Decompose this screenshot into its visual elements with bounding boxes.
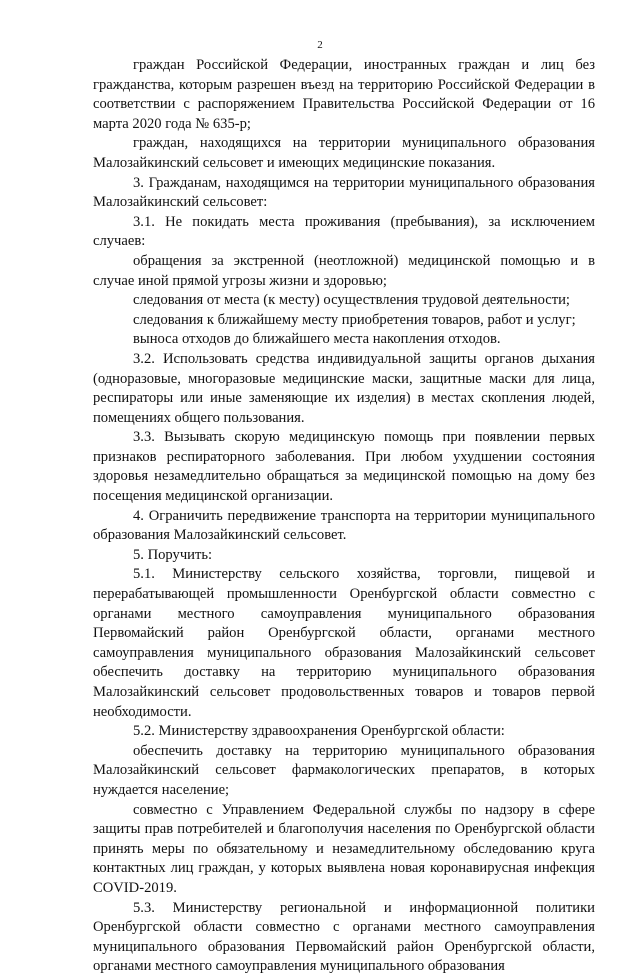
- paragraph-foreign-citizens: граждан Российской Федерации, иностранных граждан и лиц без гражданства, которым разрешен въезд на территорию Российской Федерации в соответствии с распоряжением Правительства Российской Федерации от 16 марта 2020 года № 635-р;: [93, 57, 595, 132]
- document-body: [93, 56, 595, 977]
- paragraph-section-3-1: 3.1. Не покидать места проживания (пребывания), за исключением случаев:: [93, 213, 595, 250]
- paragraph-section-5-1: 5.1. Министерству сельского хозяйства, торговли, пищевой и перерабатывающей промышленности Оренбургской области совместно с органами местного самоуправления муниципального образования Первомайский район Оренбургской области, органами местного самоуправления муниципального образования Малозайкинский сельсовет обеспечить доставку на территорию муниципального образования Малозайкинский сельсовет продовольственных товаров и товаров первой необходимости.: [93, 566, 595, 720]
- paragraph-section-3-2: 3.2. Использовать средства индивидуальной защиты органов дыхания (одноразовые, многоразовые медицинские маски, защитные маски для лица, респираторы или иные заменяющие их изделия) в местах скопления людей, помещениях общего пользования.: [93, 350, 595, 426]
- paragraph-contact-tracing: совместно с Управлением Федеральной службы по надзору в сфере защиты прав потребителей и благополучия населения по Оренбургской области принять меры по обязательному и незамедлительному обследованию круга контактных лиц граждан, у которых выявлена новая коронавирусная инфекция COVID-2019.: [93, 801, 595, 896]
- paragraph-emergency-care: обращения за экстренной (неотложной) медицинской помощью и в случае иной прямой угрозы жизни и здоровью;: [93, 252, 595, 289]
- paragraph-section-4: 4. Ограничить передвижение транспорта на территории муниципального образования Малозайкинский сельсовет.: [93, 507, 595, 544]
- paragraph-section-5-3: 5.3. Министерству региональной и информационной политики Оренбургской области совместно с органами местного самоуправления муниципального образования Первомайский район Оренбургской области, органами местного самоуправления муниципального образования: [93, 899, 595, 975]
- paragraph-work-travel: следования от места (к месту) осуществления трудовой деятельности;: [133, 292, 570, 309]
- paragraph-section-5: 5. Поручить:: [133, 546, 213, 563]
- paragraph-section-3: 3. Гражданам, находящимся на территории муниципального образования Малозайкинский сельсовет:: [93, 174, 595, 211]
- paragraph-medical-indications: граждан, находящихся на территории муниципального образования Малозайкинский сельсовет и имеющих медицинские показания.: [93, 135, 595, 171]
- paragraph-shopping: следования к ближайшему месту приобретения товаров, работ и услуг;: [133, 311, 576, 328]
- paragraph-waste: выноса отходов до ближайшего места накопления отходов.: [133, 331, 501, 348]
- page-number: 2: [317, 39, 323, 51]
- paragraph-section-3-3: 3.3. Вызывать скорую медицинскую помощь при появлении первых признаков респираторного заболевания. При любом ухудшении состояния здоровья незамедлительно обращаться за медицинской помощью на дому без посещения медицинской организации.: [93, 429, 595, 505]
- paragraph-pharma-delivery: обеспечить доставку на территорию муниципального образования Малозайкинский сельсовет фармакологических препаратов, в которых нуждается население;: [93, 742, 595, 798]
- paragraph-section-5-2: 5.2. Министерству здравоохранения Оренбургской области:: [133, 723, 505, 740]
